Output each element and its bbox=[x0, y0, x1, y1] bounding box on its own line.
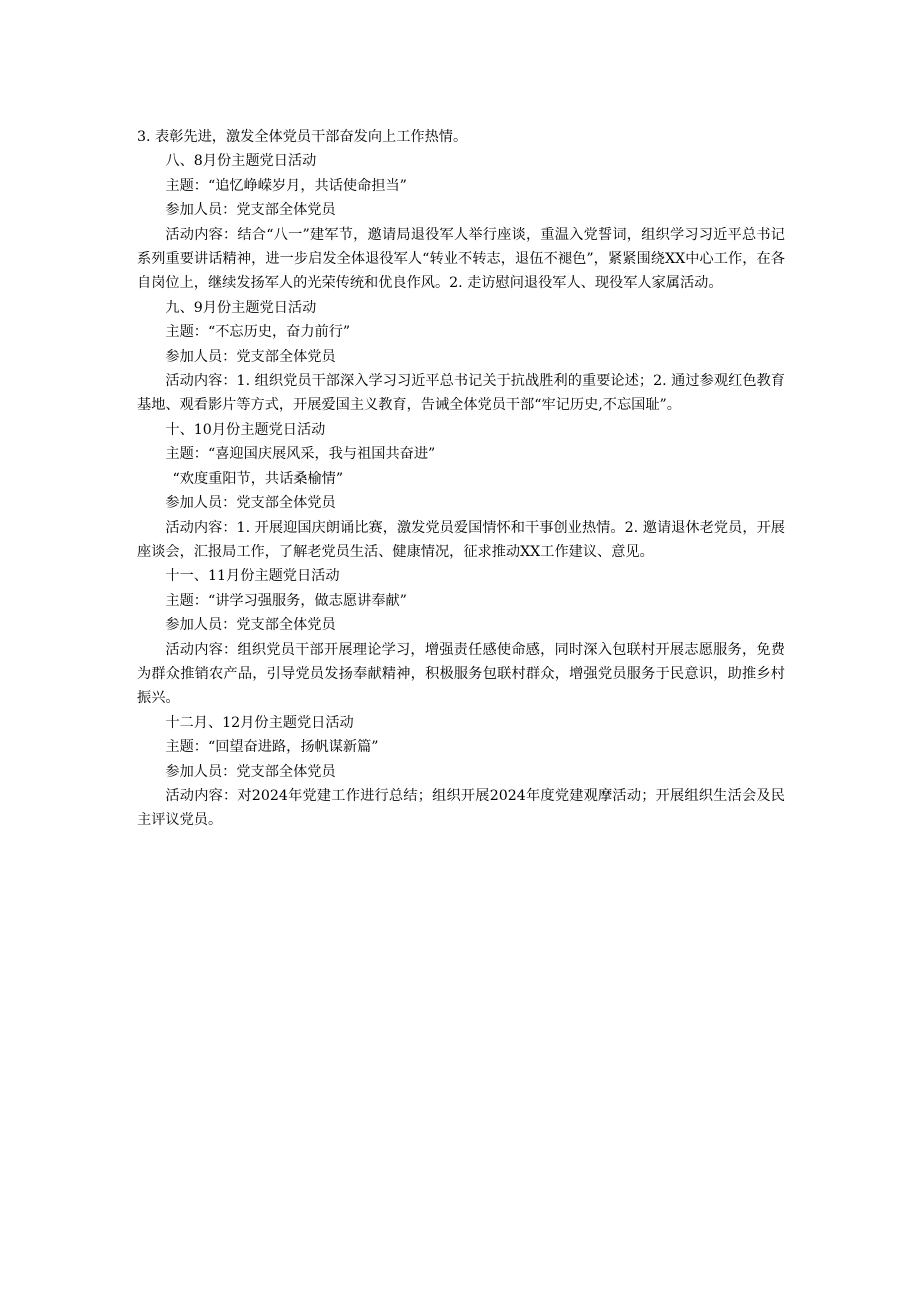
section-content: 活动内容：对2024年党建工作进行总结；组织开展2024年度党建观摩活动；开展组织生活会及民主评议党员。 bbox=[137, 787, 785, 829]
section-heading: 十二月、12月份主题党日活动 bbox=[165, 714, 354, 731]
section-theme: 主题：“不忘历史，奋力前行” bbox=[165, 324, 351, 341]
section-participants: 参加人员：党支部全体党员 bbox=[165, 202, 336, 219]
section-december bbox=[137, 711, 785, 833]
section-heading: 十一、11月份主题党日活动 bbox=[165, 568, 340, 585]
section-september bbox=[137, 296, 785, 418]
section-august bbox=[137, 149, 785, 295]
section-participants: 参加人员：党支部全体党员 bbox=[165, 495, 336, 512]
section-october bbox=[137, 418, 785, 564]
intro-line: 3. 表彰先进，激发全体党员干部奋发向上工作热情。 bbox=[137, 129, 468, 145]
section-content: 活动内容：组织党员干部开展理论学习，增强责任感使命感，同时深入包联村开展志愿服务，免费为群众推销农产品，引导党员发扬奉献精神，积极服务包联村群众，增强党员服务于民意识，助推乡村振兴。 bbox=[137, 641, 785, 707]
section-content: 活动内容：1. 组织党员干部深入学习习近平总书记关于抗战胜利的重要论述；2. 通过参观红色教育基地、观看影片等方式，开展爱国主义教育，告诫全体党员干部“牢记历史,不忘国耻”。 bbox=[137, 373, 785, 414]
section-theme: 主题：“喜迎国庆展风采，我与祖国共奋进” bbox=[165, 446, 436, 463]
section-theme: 主题：“讲学习强服务，做志愿讲奉献” bbox=[165, 592, 407, 609]
section-participants: 参加人员：党支部全体党员 bbox=[165, 763, 336, 780]
section-november bbox=[137, 564, 785, 710]
section-participants: 参加人员：党支部全体党员 bbox=[165, 617, 336, 634]
section-theme-extra: “欢度重阳节，共话桑榆情” bbox=[172, 470, 344, 487]
document-page bbox=[137, 125, 785, 833]
section-participants: 参加人员：党支部全体党员 bbox=[165, 348, 336, 365]
section-theme: 主题：“回望奋进路，扬帆谋新篇” bbox=[165, 739, 379, 756]
section-heading: 八、8月份主题党日活动 bbox=[165, 153, 317, 170]
section-heading: 九、9月份主题党日活动 bbox=[165, 299, 317, 316]
section-content: 活动内容：1. 开展迎国庆朗诵比赛，激发党员爱国情怀和干事创业热情。2. 邀请退休老党员，开展座谈会，汇报局工作，了解老党员生活、健康情况，征求推动XX工作建议、意见。 bbox=[137, 519, 785, 560]
section-theme: 主题：“追忆峥嵘岁月，共话使命担当” bbox=[165, 177, 407, 194]
section-content: 活动内容：结合“八一”建军节，邀请局退役军人举行座谈，重温入党誓词，组织学习习近平总书记系列重要讲话精神，进一步启发全体退役军人“转业不转志，退伍不褪色”，紧紧围绕XX中心工作，在各自岗位上，继续发扬军人的光荣传统和优良作风。2. 走访慰问退役军人、现役军人家属活动。 bbox=[137, 226, 785, 292]
section-heading: 十、10月份主题党日活动 bbox=[165, 421, 326, 438]
